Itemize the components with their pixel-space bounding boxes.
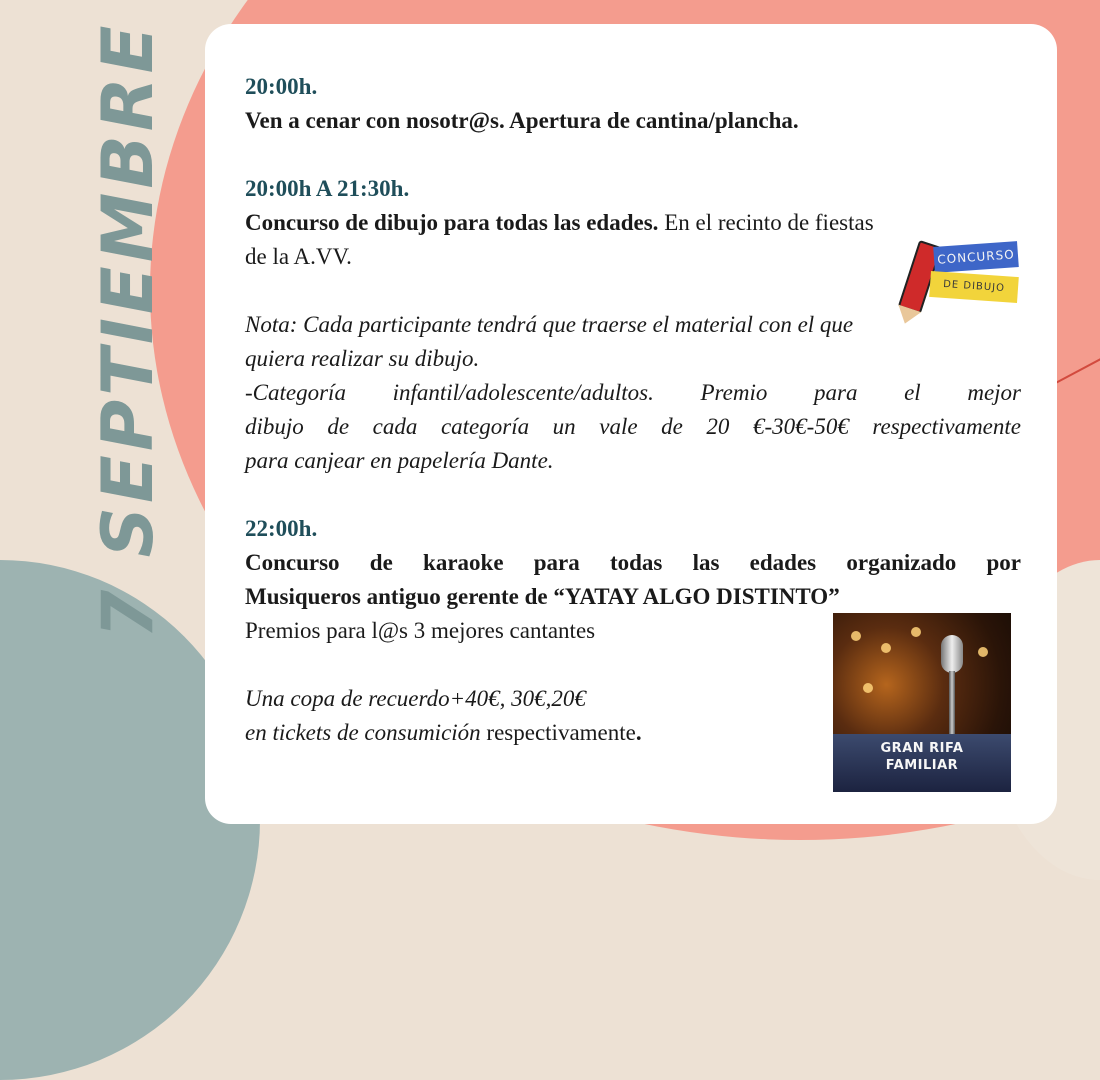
event-title-line2: de la A.VV. (245, 244, 352, 269)
prize-detail-italic: en tickets de consumición (245, 720, 481, 745)
prize-detail-rest: respectivamente (480, 720, 636, 745)
event-time: 20:00h. (245, 74, 318, 99)
event-title-rest: En el recinto de fiestas (658, 210, 874, 235)
event-note: para canjear en papelería Dante. (245, 448, 554, 473)
date-heading: 7 SEPTIEMBRE (87, 21, 169, 639)
event-title: Ven a cenar con nosotr@s. Apertura de cantina/plancha. (245, 108, 799, 133)
event-title: Concurso de karaoke para todas las edades organizado por (245, 550, 1021, 575)
event-title-bold: Concurso de dibujo para todas las edades. (245, 210, 659, 235)
event-title: Musiqueros antiguo gerente de “YATAY ALGO DISTINTO” (245, 584, 840, 609)
event-time: 20:00h A 21:30h. (245, 176, 410, 201)
raffle-banner-line2: FAMILIAR (885, 758, 959, 773)
event-note: Nota: Cada participante tendrá que traerse el material con el que (245, 312, 854, 337)
microphone-icon (941, 635, 963, 673)
event-prizes: Premios para l@s 3 mejores cantantes (245, 618, 596, 643)
stage-light-icon (863, 683, 873, 693)
karaoke-photo (833, 613, 1011, 792)
raffle-banner (833, 734, 1011, 792)
event-prize-detail: Una copa de recuerdo+40€, 30€,20€ (245, 686, 586, 711)
badge-label-line2: DE DIBUJO (929, 271, 1019, 303)
raffle-banner-line1: GRAN RIFA (880, 741, 964, 756)
badge-label-line1: CONCURSO (933, 241, 1019, 273)
event-note: -Categoría infantil/adolescente/adultos. Premio para el mejor (245, 380, 1021, 405)
prize-detail-end: . (635, 720, 642, 745)
stage-light-icon (978, 647, 988, 657)
event-note: quiera realizar su dibujo. (245, 346, 480, 371)
event-time: 22:00h. (245, 516, 318, 541)
stage-light-icon (881, 643, 891, 653)
event-note: dibujo de cada categoría un vale de 20 €-30€-50€ respectivamente (245, 414, 1021, 439)
stage-light-icon (851, 631, 861, 641)
microphone-stand-icon (949, 671, 955, 736)
stage-light-icon (911, 627, 921, 637)
event-title (245, 206, 1021, 240)
drawing-contest-badge (900, 238, 1030, 313)
